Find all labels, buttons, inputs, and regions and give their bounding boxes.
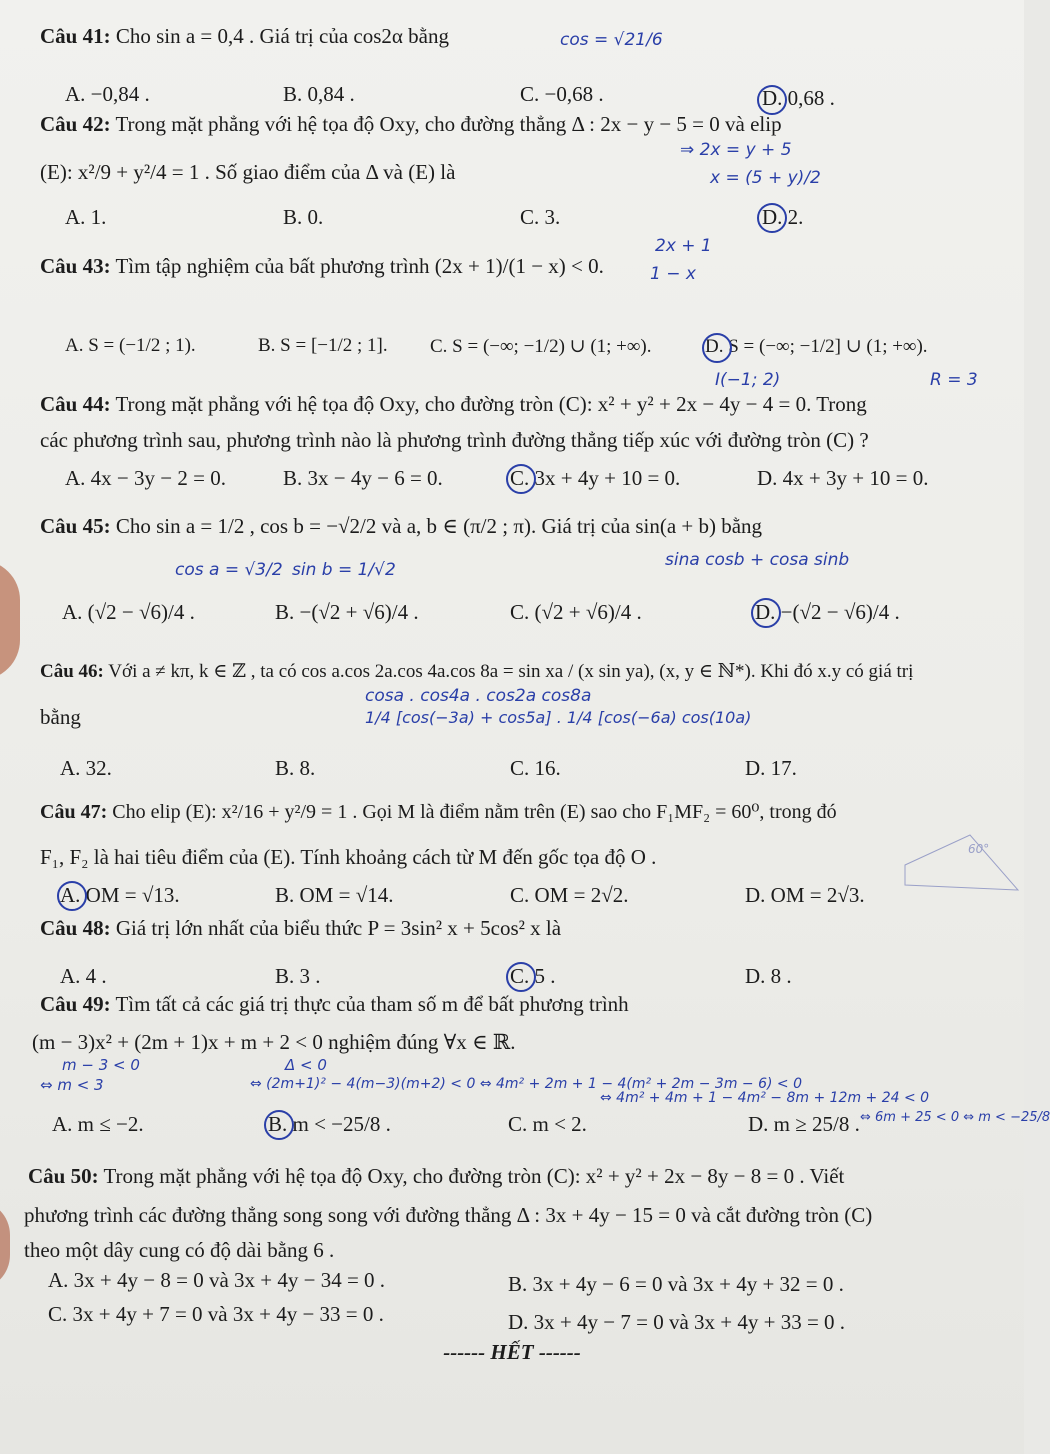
question-50-line2: phương trình các đường thẳng song song với đường thẳng Δ : 3x + 4y − 15 = 0 và cắt đường tròn (C)	[24, 1203, 873, 1227]
question-50	[28, 1162, 844, 1190]
question-number: Câu 49:	[40, 992, 111, 1016]
option-50a[interactable]: A. 3x + 4y − 8 = 0 và 3x + 4y − 34 = 0 .	[48, 1268, 386, 1292]
question-47	[40, 798, 837, 826]
handwritten-note: 1 − x	[650, 264, 696, 284]
question-number: Câu 46:	[40, 661, 104, 682]
end-marker: ------ HẾT ------	[443, 1340, 581, 1364]
handwritten-note: ⇔ 4m² + 4m + 1 − 4m² − 8m + 12m + 24 < 0	[600, 1090, 930, 1106]
question-45	[40, 512, 762, 540]
question-number: Câu 42:	[40, 112, 111, 136]
question-42	[40, 110, 782, 138]
option-50b[interactable]: B. 3x + 4y − 6 = 0 và 3x + 4y + 32 = 0 .	[508, 1272, 844, 1296]
answer-circle	[702, 333, 732, 363]
finger-shadow-lower	[0, 1200, 10, 1290]
question-text: Cho sin a = 1/2 , cos b = −√2/2 và a, b ∈ (π/2 ; π). Giá trị của sin(a + b) bằng	[115, 514, 763, 538]
finger-shadow	[0, 560, 20, 680]
question-44	[40, 390, 867, 418]
option-44c[interactable]: C. 3x + 4y + 10 = 0.	[510, 466, 681, 490]
question-text: Tìm tập nghiệm của bất phương trình (2x + 1)/(1 − x) < 0.	[115, 254, 604, 278]
question-text: Trong mặt phẳng với hệ tọa độ Oxy, cho đường thẳng Δ : 2x − y − 5 = 0 và elip	[115, 112, 782, 136]
option-43b[interactable]: B. S = [−1/2 ; 1].	[258, 335, 388, 356]
question-text: Giá trị lớn nhất của biểu thức P = 3sin² x + 5cos² x là	[115, 916, 562, 940]
handwritten-note: cosa . cos4a . cos2a cos8a	[365, 686, 592, 706]
answer-circle	[751, 598, 781, 628]
option-47c[interactable]: C. OM = 2√2.	[510, 883, 629, 907]
question-49-line2: (m − 3)x² + (2m + 1)x + m + 2 < 0 nghiệm đúng ∀x ∈ ℝ.	[32, 1030, 516, 1054]
question-number: Câu 48:	[40, 916, 111, 940]
question-number: Câu 50:	[28, 1164, 99, 1188]
option-49c[interactable]: C. m < 2.	[508, 1112, 587, 1136]
question-48	[40, 914, 561, 942]
handwritten-note: ⇔ 6m + 25 < 0 ⇔ m < −25/8	[860, 1110, 1050, 1125]
handwritten-note: m − 3 < 0	[62, 1056, 140, 1074]
question-number: Câu 44:	[40, 392, 111, 416]
question-text: Trong mặt phẳng với hệ tọa độ Oxy, cho đường tròn (C): x² + y² + 2x − 4y − 4 = 0. Trong	[115, 392, 867, 416]
question-41	[40, 22, 449, 50]
option-46c[interactable]: C. 16.	[510, 756, 561, 780]
handwritten-note: R = 3	[930, 370, 978, 390]
option-43d[interactable]: D. S = (−∞; −1/2] ∪ (1; +∞).	[705, 336, 928, 357]
option-48d[interactable]: D. 8 .	[745, 964, 792, 988]
option-41a[interactable]: A. −0,84 .	[65, 82, 150, 106]
option-47d[interactable]: D. OM = 2√3.	[745, 883, 865, 907]
option-42d[interactable]: D. 2.	[762, 205, 804, 229]
option-48b[interactable]: B. 3 .	[275, 964, 321, 988]
option-47a[interactable]: A. OM = √13.	[60, 883, 180, 907]
question-text: Cho elip (E): x²/16 + y²/9 = 1 . Gọi M là điểm nằm trên (E) sao cho F₁MF₂ = 60⁰, trong đó	[112, 801, 837, 823]
option-45a[interactable]: A. (√2 − √6)/4 .	[62, 600, 195, 624]
triangle-sketch	[900, 830, 1020, 900]
option-44b[interactable]: B. 3x − 4y − 6 = 0.	[283, 466, 443, 490]
option-44d[interactable]: D. 4x + 3y + 10 = 0.	[757, 466, 929, 490]
handwritten-note: sina cosb + cosa sinb	[665, 550, 850, 570]
question-43	[40, 252, 604, 280]
option-46b[interactable]: B. 8.	[275, 756, 316, 780]
option-50c[interactable]: C. 3x + 4y + 7 = 0 và 3x + 4y − 33 = 0 .	[48, 1302, 384, 1326]
question-text: Với a ≠ kπ, k ∈ ℤ , ta có cos a.cos 2a.cos 4a.cos 8a = sin xa / (x sin ya), (x, y ∈ ℕ*). Khi đó x.y có giá trị	[108, 661, 914, 682]
option-41c[interactable]: C. −0,68 .	[520, 82, 604, 106]
option-42b[interactable]: B. 0.	[283, 205, 324, 229]
question-46	[40, 658, 913, 686]
option-48a[interactable]: A. 4 .	[60, 964, 107, 988]
handwritten-note: ⇒ 2x = y + 5	[680, 140, 792, 160]
option-42a[interactable]: A. 1.	[65, 205, 107, 229]
handwritten-note: Δ < 0	[285, 1056, 327, 1074]
option-48c[interactable]: C. 5 .	[510, 964, 556, 988]
answer-circle	[757, 203, 787, 233]
question-text: Cho sin a = 0,4 . Giá trị của cos2α bằng	[115, 24, 449, 48]
option-46a[interactable]: A. 32.	[60, 756, 112, 780]
handwritten-note: I(−1; 2)	[715, 370, 781, 390]
handwritten-note: 2x + 1	[655, 236, 712, 256]
handwritten-note: ⇔ (2m+1)² − 4(m−3)(m+2) < 0 ⇔ 4m² + 2m + 1 − 4(m² + 2m − 3m − 6) < 0	[250, 1076, 803, 1092]
option-45d[interactable]: D. −(√2 − √6)/4 .	[755, 600, 900, 624]
question-text: Trong mặt phẳng với hệ tọa độ Oxy, cho đường tròn (C): x² + y² + 2x − 8y − 8 = 0 . Viết	[103, 1164, 845, 1188]
question-44-line2: các phương trình sau, phương trình nào là phương trình đường thẳng tiếp xúc với đường tròn (C) ?	[40, 428, 869, 452]
question-text: Tìm tất cả các giá trị thực của tham số m để bất phương trình	[115, 992, 629, 1016]
option-44a[interactable]: A. 4x − 3y − 2 = 0.	[65, 466, 226, 490]
question-number: Câu 43:	[40, 254, 111, 278]
question-number: Câu 45:	[40, 514, 111, 538]
option-47b[interactable]: B. OM = √14.	[275, 883, 394, 907]
option-43a[interactable]: A. S = (−1/2 ; 1).	[65, 335, 196, 356]
option-45b[interactable]: B. −(√2 + √6)/4 .	[275, 600, 419, 624]
answer-circle	[506, 962, 536, 992]
question-49	[40, 990, 629, 1018]
option-41b[interactable]: B. 0,84 .	[283, 82, 355, 106]
option-50d[interactable]: D. 3x + 4y − 7 = 0 và 3x + 4y + 33 = 0 .	[508, 1310, 846, 1334]
option-46d[interactable]: D. 17.	[745, 756, 797, 780]
handwritten-note: x = (5 + y)/2	[710, 168, 821, 188]
question-50-line3: theo một dây cung có độ dài bằng 6 .	[24, 1238, 335, 1262]
question-number: Câu 47:	[40, 801, 108, 823]
option-49d[interactable]: D. m ≥ 25/8 .	[748, 1112, 860, 1136]
answer-circle	[264, 1110, 294, 1140]
option-49a[interactable]: A. m ≤ −2.	[52, 1112, 144, 1136]
question-number: Câu 41:	[40, 24, 111, 48]
question-46-line2: bằng	[40, 705, 81, 729]
handwritten-note: sin b = 1/√2	[292, 560, 396, 580]
answer-circle	[506, 464, 536, 494]
handwritten-note: cos = √21/6	[560, 30, 663, 50]
option-42c[interactable]: C. 3.	[520, 205, 561, 229]
handwritten-note: 1/4 [cos(−3a) + cos5a] . 1/4 [cos(−6a) cos(10a)	[365, 708, 752, 727]
option-41d[interactable]: D. 0,68 .	[762, 86, 835, 110]
handwritten-note: cos a = √3/2	[175, 560, 283, 580]
option-49b[interactable]: B. m < −25/8 .	[268, 1112, 391, 1136]
option-43c[interactable]: C. S = (−∞; −1/2) ∪ (1; +∞).	[430, 336, 652, 357]
option-45c[interactable]: C. (√2 + √6)/4 .	[510, 600, 642, 624]
answer-circle	[57, 881, 87, 911]
handwritten-note: ⇔ m < 3	[40, 1076, 104, 1094]
handwritten-note: 60°	[968, 842, 990, 856]
question-42-line2: (E): x²/9 + y²/4 = 1 . Số giao điểm của Δ và (E) là	[40, 160, 456, 184]
question-47-line2: F₁, F₂ là hai tiêu điểm của (E). Tính khoảng cách từ M đến gốc tọa độ O .	[40, 845, 657, 869]
